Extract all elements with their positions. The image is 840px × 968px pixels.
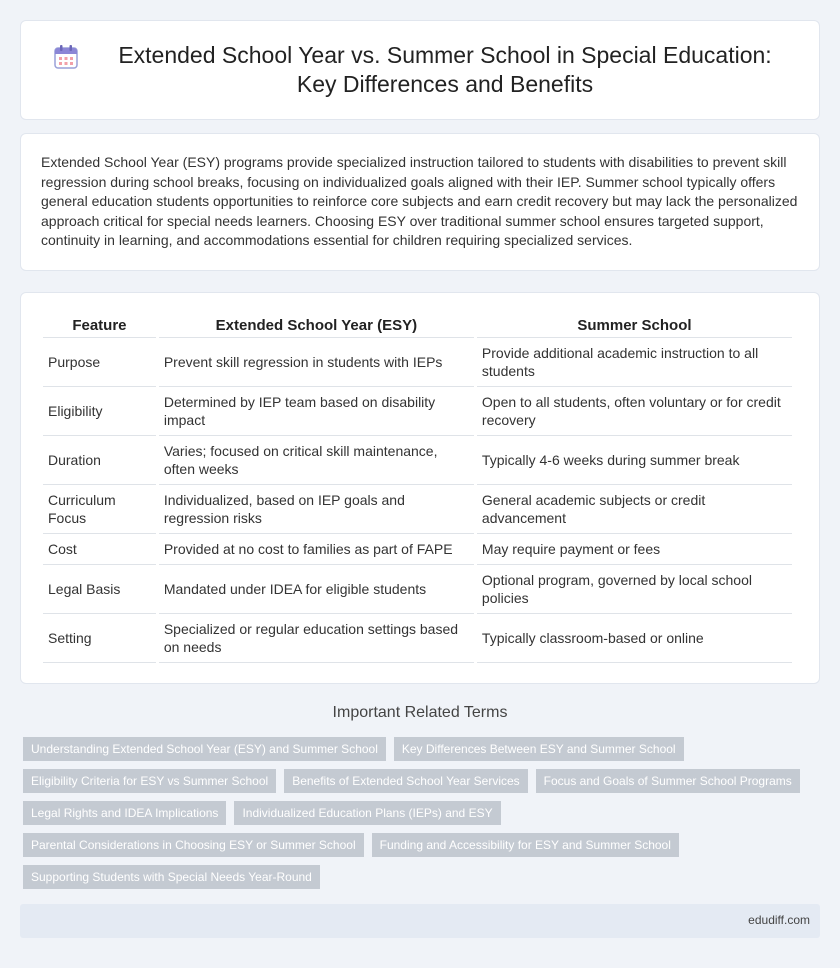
- related-terms-tags: [23, 737, 823, 897]
- table-cell-esy: Specialized or regular education settings based on needs: [159, 614, 474, 663]
- table-cell-summer: Open to all students, often voluntary or for credit recovery: [477, 387, 792, 436]
- table-cell-esy: Determined by IEP team based on disability impact: [159, 387, 474, 436]
- related-terms-title: Important Related Terms: [332, 704, 508, 721]
- related-term-tag[interactable]: Funding and Accessibility for ESY and Summer School: [372, 833, 679, 857]
- comparison-table-card: [20, 292, 820, 684]
- intro-paragraph: Extended School Year (ESY) programs provide specialized instruction tailored to students with disabilities to prevent skill regression during school breaks, focusing on individualized goals aligned with their IEP. Summer school typically offers general education students opportunities to reinforce core subjects and earn credit recovery but may lack the personalized approach critical for special needs learners. Choosing ESY over traditional summer school ensures targeted support, continuity in learning, and accommodations essential for children requiring specialized services.: [41, 154, 798, 249]
- header-card: [20, 20, 820, 120]
- related-term-tag[interactable]: Legal Rights and IDEA Implications: [23, 801, 226, 825]
- table-cell-summer: Typically 4-6 weeks during summer break: [477, 436, 792, 485]
- table-cell-summer: Optional program, governed by local school policies: [477, 565, 792, 614]
- related-term-tag[interactable]: Key Differences Between ESY and Summer School: [394, 737, 684, 761]
- table-cell-esy: Varies; focused on critical skill maintenance, often weeks: [159, 436, 474, 485]
- intro-card: [20, 133, 820, 271]
- table-header-summer: Summer School: [477, 315, 792, 338]
- related-term-tag[interactable]: Eligibility Criteria for ESY vs Summer School: [23, 769, 276, 793]
- related-term-tag[interactable]: Parental Considerations in Choosing ESY or Summer School: [23, 833, 364, 857]
- table-cell-summer: Provide additional academic instruction to all students: [477, 338, 792, 387]
- table-cell-feature: Purpose: [43, 338, 156, 387]
- table-cell-feature: Setting: [43, 614, 156, 663]
- calendar-icon: [51, 42, 81, 72]
- related-term-tag[interactable]: Individualized Education Plans (IEPs) and ESY: [234, 801, 500, 825]
- table-row: [43, 565, 792, 614]
- table-row: [43, 387, 792, 436]
- table-row: [43, 485, 792, 534]
- table-row: [43, 436, 792, 485]
- table-cell-esy: Provided at no cost to families as part of FAPE: [159, 534, 474, 565]
- table-cell-feature: Cost: [43, 534, 156, 565]
- footer-site[interactable]: edudiff.com: [748, 913, 810, 927]
- table-cell-summer: May require payment or fees: [477, 534, 792, 565]
- page-title: Extended School Year vs. Summer School in Special Education: Key Differences and Benefits: [118, 42, 772, 97]
- table-cell-summer: Typically classroom-based or online: [477, 614, 792, 663]
- related-term-tag[interactable]: Supporting Students with Special Needs Year-Round: [23, 865, 320, 889]
- table-cell-feature: Curriculum Focus: [43, 485, 156, 534]
- table-header-esy: Extended School Year (ESY): [159, 315, 474, 338]
- table-cell-esy: Individualized, based on IEP goals and regression risks: [159, 485, 474, 534]
- table-row: [43, 614, 792, 663]
- table-header-feature: Feature: [43, 315, 156, 338]
- related-term-tag[interactable]: Understanding Extended School Year (ESY) and Summer School: [23, 737, 386, 761]
- table-cell-esy: Prevent skill regression in students with IEPs: [159, 338, 474, 387]
- table-cell-feature: Eligibility: [43, 387, 156, 436]
- comparison-table: [40, 315, 795, 663]
- related-term-tag[interactable]: Focus and Goals of Summer School Programs: [536, 769, 800, 793]
- footer: [20, 904, 820, 938]
- related-term-tag[interactable]: Benefits of Extended School Year Services: [284, 769, 527, 793]
- table-cell-esy: Mandated under IDEA for eligible students: [159, 565, 474, 614]
- table-row: [43, 534, 792, 565]
- table-cell-summer: General academic subjects or credit advancement: [477, 485, 792, 534]
- table-row: [43, 338, 792, 387]
- table-cell-feature: Duration: [43, 436, 156, 485]
- table-cell-feature: Legal Basis: [43, 565, 156, 614]
